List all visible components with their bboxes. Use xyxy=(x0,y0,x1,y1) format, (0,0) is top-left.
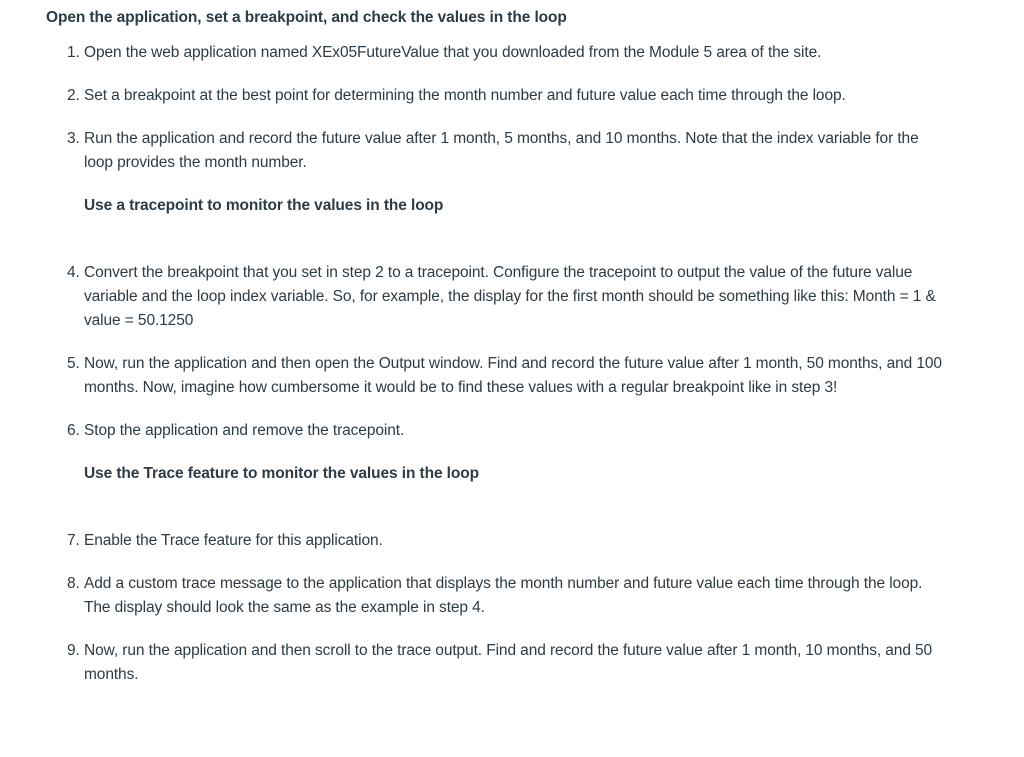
step-text: Set a breakpoint at the best point for determining the month number and future value each time through the loop. xyxy=(84,87,846,104)
step-2 xyxy=(46,84,946,108)
step-number: 6. xyxy=(67,422,80,439)
subheading-trace: Use the Trace feature to monitor the values in the loop xyxy=(84,465,479,482)
step-1 xyxy=(46,41,946,65)
step-number: 8. xyxy=(67,575,80,592)
step-text: Run the application and record the future value after 1 month, 5 months, and 10 months. Note that the index variable for the loop provides the month number. xyxy=(84,130,919,171)
step-number: 5. xyxy=(67,355,80,372)
step-number: 3. xyxy=(67,130,80,147)
step-text: Add a custom trace message to the application that displays the month number and future value each time through the loop. The display should look the same as the example in step 4. xyxy=(84,575,923,616)
step-text: Enable the Trace feature for this application. xyxy=(84,532,383,549)
step-text: Open the web application named XEx05FutureValue that you downloaded from the Module 5 area of the site. xyxy=(84,44,822,61)
main-heading: Open the application, set a breakpoint, and check the values in the loop xyxy=(46,9,567,26)
step-number: 2. xyxy=(67,87,80,104)
step-text: Now, run the application and then scroll to the trace output. Find and record the future value after 1 month, 10 months, and 50 months. xyxy=(84,642,933,683)
subheading-tracepoint: Use a tracepoint to monitor the values in the loop xyxy=(84,197,444,214)
step-8 xyxy=(46,572,946,620)
step-text: Stop the application and remove the tracepoint. xyxy=(84,422,405,439)
step-number: 7. xyxy=(67,532,80,549)
step-7 xyxy=(46,529,946,553)
step-4 xyxy=(46,261,946,333)
step-number: 9. xyxy=(67,642,80,659)
step-5 xyxy=(46,352,946,400)
step-text: Convert the breakpoint that you set in step 2 to a tracepoint. Configure the tracepoint to output the value of the future value variable and the loop index variable. So, for example, the display for the first month should be something like this: Month = 1 & value = 50.1250 xyxy=(84,264,936,329)
step-3 xyxy=(46,127,946,175)
step-6 xyxy=(46,419,946,443)
step-number: 1. xyxy=(67,44,80,61)
step-9 xyxy=(46,639,946,687)
instructions-page xyxy=(46,8,946,687)
step-text: Now, run the application and then open the Output window. Find and record the future value after 1 month, 50 months, and 100 months. Now, imagine how cumbersome it would be to find these values with a regular breakpoint like in step 3! xyxy=(84,355,942,396)
step-number: 4. xyxy=(67,264,80,281)
